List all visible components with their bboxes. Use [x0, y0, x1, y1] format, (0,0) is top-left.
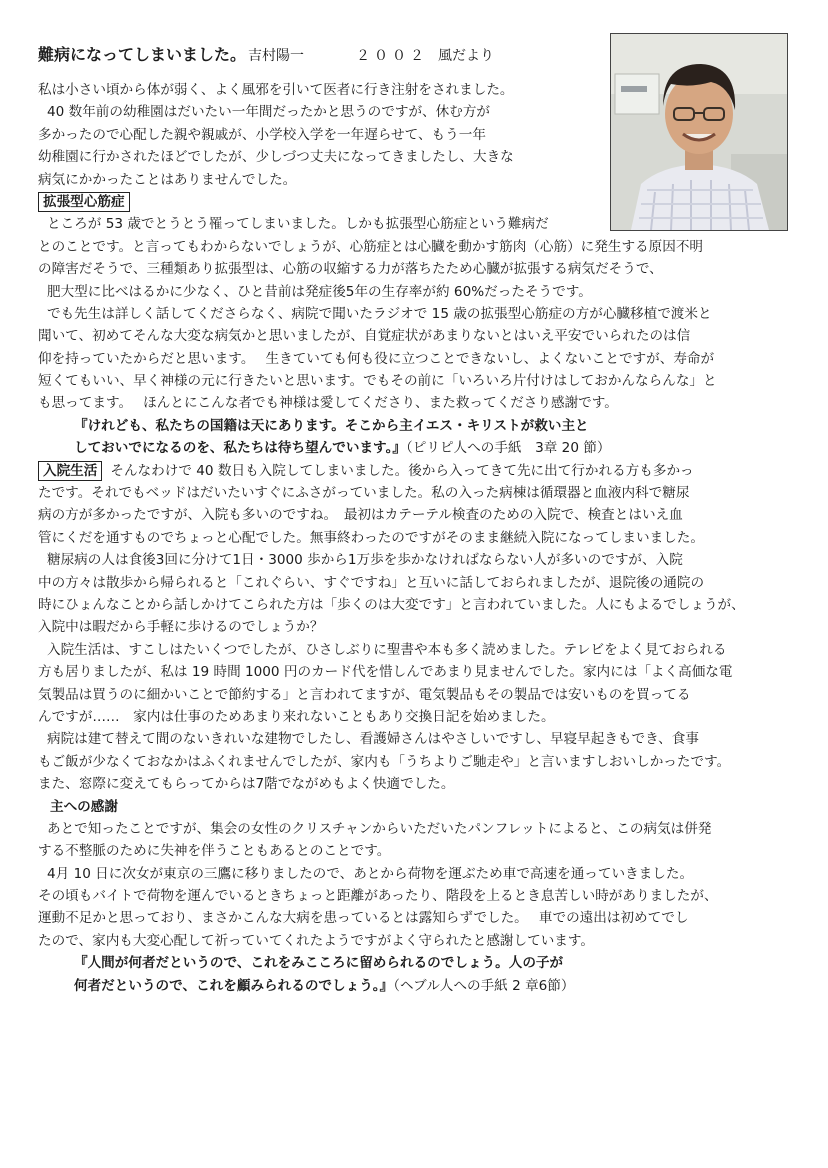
body-line: 中の方々は散歩から帰られると「これぐらい、すぐですね」と互いに話しておられましたが、退院後の通院の [38, 574, 705, 591]
quote-text: 何者だというので、これを顧みられるのでしょう。』 [74, 977, 394, 994]
body-line: ところが 53 歳でとうとう罹ってしまいました。しかも拡張型心筋症という難病だ [47, 216, 549, 233]
body-line: 私は小さい頃から体が弱く、よく風邪を引いて医者に行き注射をされました。 [38, 82, 514, 98]
quote-reference: （ヘブル人への手紙 2 章6節） [393, 977, 575, 994]
body-line: 病気にかかったことはありませんでした。 [38, 171, 297, 188]
body-line: たので、家内も大変心配して祈っていてくれたようですがよく守られたと感謝しています。 [38, 932, 594, 949]
article-title: 難病になってしまいました。 [38, 45, 247, 64]
body-line: する不整脈のために失神を伴うこともあるとのことです。 [38, 843, 391, 860]
section-label: 拡張型心筋症 [38, 192, 130, 212]
body-line: んですが…… 家内は仕事のためあまり来れないこともあり交換日記を始めました。 [38, 708, 555, 725]
body-line: 入院中は暇だから手軽に歩けるのでしょうか？ [38, 619, 324, 636]
scripture-quote [38, 975, 800, 997]
body-line: でも先生は詳しく話してくださらなく、病院で聞いたラジオで 15 歳の拡張型心筋症の方が心臓移植で渡米と [47, 305, 712, 322]
body-line: また、窓際に変えてもらってからは7階でながめもよく快適でした。 [38, 776, 455, 793]
body-line: 40 数年前の幼稚園はだいたい一年間だったかと思うのですが、休む方が [47, 104, 491, 121]
article-body [38, 79, 800, 997]
body-line: 短くてもいい、早く神様の元に行きたいと思います。でもその前に「いろいろ片付けはしておかんならんな」と [38, 373, 717, 390]
body-line: 肥大型に比べはるかに少なく、ひと昔前は発症後5年の生存率が約 60%だったそうです。 [47, 283, 592, 300]
body-line: 4月 10 日に次女が東京の三鷹に移りましたので、あとから荷物を運ぶため車で高速を通っていきました。 [47, 865, 694, 882]
publication-year: ２００２ [356, 48, 429, 64]
scripture-quote: 『人間が何者だというので、これをみこころに留められるのでしょう。人の子が [74, 955, 564, 972]
newsletter-name: 風だより [438, 48, 495, 64]
body-line: 仰を持っていたからだと思います。 生きていても何も役に立つことできないし、よくないことですが、寿命が [38, 350, 715, 367]
body-line: 幼稚園に行かされたほどでしたが、少しづつ丈夫になってきましたし、大きな [38, 149, 514, 166]
body-line: 管にくだを通すものでちょっと心配でした。無事終わったのですがそのまま継続入院になってしまいました。 [38, 529, 704, 546]
body-line: とのことです。と言ってもわからないでしょうが、心筋症とは心臓を動かす筋肉（心筋）に発生する原因不明 [38, 238, 704, 255]
section-heading-dcm [38, 191, 800, 213]
body-line: もご飯が少なくておなかはふくれませんでしたが、家内も「うちよりご馳走や」と言いますしおいしかったです。 [38, 753, 731, 770]
body-line: 糖尿病の人は食後3回に分けて1日・3000 歩から1万歩を歩かなければならない人が多いのですが、入院 [47, 552, 683, 569]
scripture-quote: 『けれども、私たちの国籍は天にあります。そこから主イエス・キリストが救い主と [74, 417, 589, 434]
body-line: たです。それでもベッドはだいたいすぐにふさがっていました。私の入った病棟は循環器と血液内科で糖尿 [38, 485, 690, 502]
body-line: 多かったので心配した親や親戚が、小学校入学を一年遅らせて、もう一年 [38, 126, 486, 143]
section-heading-hospital [38, 460, 800, 482]
body-line: 方も居りましたが、私は 19 時間 1000 円のカード代を惜しんであまり見ませんでした。家内には「よく高価な電 [38, 664, 733, 681]
author-name: 吉村陽一 [248, 48, 305, 64]
body-line: の障害だそうで、三種類あり拡張型は、心筋の収縮する力が落ちたため心臓が拡張する病気だそうで、 [38, 261, 663, 278]
body-line: 聞いて、初めてそんな大変な病気かと思いましたが、自覚症状があまりないとはいえ平安でいられたのは信 [38, 328, 691, 345]
body-line: 入院生活は、すこしはたいくつでしたが、ひさしぶりに聖書や本も多く読めました。テレビをよく見ておられる [47, 641, 727, 658]
scripture-quote [38, 437, 800, 459]
quote-text: しておいでになるのを、私たちは待ち望んでいます。』 [74, 440, 406, 457]
body-line: 気製品は買うのに細かいことで節約する」と言われてますが、電気製品もその製品では安いものを買ってる [38, 686, 691, 703]
body-line: 病の方が多かったですが、入院も多いのですね。 最初はカテーテル検査のための入院で、検査とはいえ血 [38, 507, 683, 524]
body-line: も思ってます。 ほんとにこんな者でも神様は愛してくださり、また救ってくださり感謝です。 [38, 395, 618, 412]
title-row [38, 45, 598, 67]
body-line: 病院は建て替えて間のないきれいな建物でしたし、看護婦さんはやさしいですし、早寝早起きもでき、食事 [47, 731, 699, 748]
body-line: あとで知ったことですが、集会の女性のクリスチャンからいただいたパンフレットによると、この病気は併発 [47, 820, 712, 837]
section-heading-thanks: 主への感謝 [50, 798, 118, 815]
section-label: 入院生活 [38, 461, 102, 481]
body-line: 運動不足かと思っており、まさかこんな大病を患っているとは露知らずでした。 車での遠出は初めてでし [38, 910, 689, 927]
body-line: 時にひょんなことから話しかけてこられた方は「歩くのは大変です」と言われていました。人にもよるでしょうが、 [38, 596, 745, 613]
section-first-line: そんなわけで 40 数日も入院してしまいました。後から入ってきて先に出て行かれる方も多かっ [110, 462, 694, 479]
quote-reference: （ピリピ人への手紙 3章 20 節） [405, 440, 611, 457]
body-line: その頃もバイトで荷物を運んでいるときちょっと距離があったり、階段を上るとき息苦しい時がありましたが、 [38, 888, 718, 905]
